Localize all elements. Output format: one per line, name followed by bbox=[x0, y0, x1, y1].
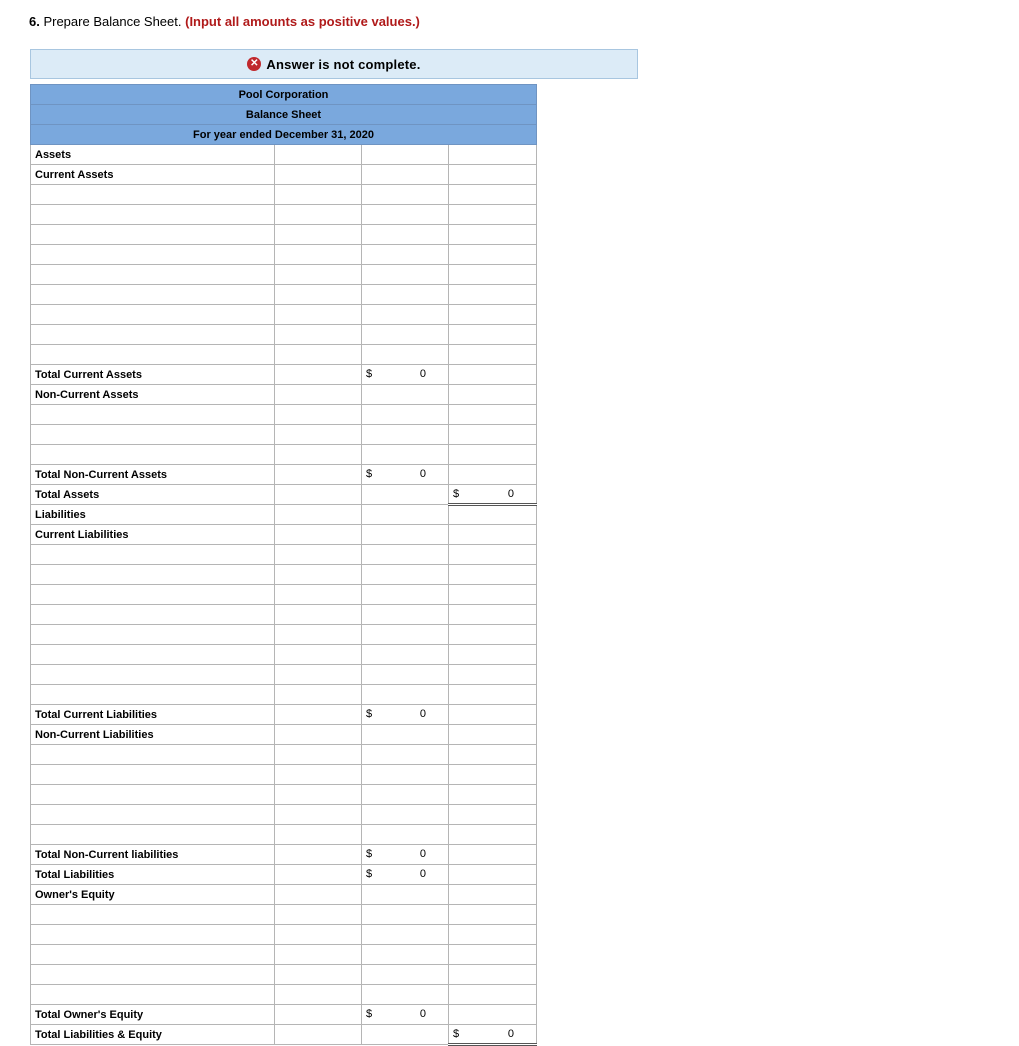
entry-row bbox=[31, 745, 537, 765]
row-label: Total Current Assets bbox=[31, 365, 275, 385]
amount-input[interactable] bbox=[449, 945, 537, 965]
account-name-input[interactable] bbox=[31, 605, 275, 625]
entry-row bbox=[31, 185, 537, 205]
amount-input[interactable] bbox=[362, 805, 449, 825]
empty-cell bbox=[449, 1005, 537, 1025]
entry-row bbox=[31, 225, 537, 245]
account-name-input[interactable] bbox=[31, 765, 275, 785]
row-label: Non-Current Assets bbox=[31, 385, 275, 405]
amount-input[interactable] bbox=[449, 685, 537, 705]
empty-cell bbox=[275, 145, 362, 165]
amount-input[interactable] bbox=[275, 685, 362, 705]
amount-input[interactable] bbox=[449, 805, 537, 825]
row-label: Total Non-Current liabilities bbox=[31, 845, 275, 865]
amount-input[interactable] bbox=[362, 285, 449, 305]
account-name-input[interactable] bbox=[31, 545, 275, 565]
amount-input[interactable] bbox=[275, 225, 362, 245]
total-row bbox=[31, 365, 537, 385]
account-name-input[interactable] bbox=[31, 225, 275, 245]
entry-row bbox=[31, 785, 537, 805]
entry-row bbox=[31, 285, 537, 305]
total-row bbox=[31, 485, 537, 505]
dollar-sign: $ bbox=[366, 1008, 373, 1020]
account-name-input[interactable] bbox=[31, 905, 275, 925]
total-amount bbox=[362, 845, 449, 865]
amount-input[interactable] bbox=[362, 905, 449, 925]
empty-cell bbox=[275, 1005, 362, 1025]
empty-cell bbox=[362, 485, 449, 505]
total-row bbox=[31, 845, 537, 865]
dollar-sign: $ bbox=[366, 468, 373, 480]
empty-cell bbox=[362, 725, 449, 745]
amount-input[interactable] bbox=[362, 405, 449, 425]
row-label: Non-Current Liabilities bbox=[31, 725, 275, 745]
amount-input[interactable] bbox=[449, 425, 537, 445]
entry-row bbox=[31, 325, 537, 345]
total-row bbox=[31, 1025, 537, 1045]
amount-input[interactable] bbox=[362, 425, 449, 445]
account-name-input[interactable] bbox=[31, 965, 275, 985]
section-row bbox=[31, 725, 537, 745]
empty-cell bbox=[275, 845, 362, 865]
amount-input[interactable] bbox=[362, 785, 449, 805]
account-name-input[interactable] bbox=[31, 825, 275, 845]
account-name-input[interactable] bbox=[31, 405, 275, 425]
total-row bbox=[31, 865, 537, 885]
empty-cell bbox=[275, 485, 362, 505]
account-name-input[interactable] bbox=[31, 625, 275, 645]
amount-input[interactable] bbox=[275, 185, 362, 205]
row-label: Total Owner's Equity bbox=[31, 1005, 275, 1025]
empty-cell bbox=[449, 365, 537, 385]
entry-row bbox=[31, 425, 537, 445]
entry-row bbox=[31, 905, 537, 925]
entry-row bbox=[31, 445, 537, 465]
entry-row bbox=[31, 805, 537, 825]
amount-input[interactable] bbox=[275, 245, 362, 265]
amount-input[interactable] bbox=[275, 985, 362, 1005]
account-name-input[interactable] bbox=[31, 185, 275, 205]
row-label: Liabilities bbox=[31, 505, 275, 525]
amount-input[interactable] bbox=[449, 585, 537, 605]
amount-input[interactable] bbox=[275, 885, 362, 905]
amount-input[interactable] bbox=[449, 265, 537, 285]
total-amount bbox=[449, 485, 537, 505]
empty-cell bbox=[449, 165, 537, 185]
statement-title: Balance Sheet bbox=[31, 105, 537, 125]
section-row bbox=[31, 145, 537, 165]
total-amount bbox=[362, 365, 449, 385]
entry-row bbox=[31, 925, 537, 945]
amount-input[interactable] bbox=[275, 905, 362, 925]
amount-input[interactable] bbox=[275, 825, 362, 845]
empty-cell bbox=[362, 505, 449, 525]
empty-cell bbox=[362, 525, 449, 545]
entry-row bbox=[31, 545, 537, 565]
total-row bbox=[31, 705, 537, 725]
section-row bbox=[31, 525, 537, 545]
amount-input[interactable] bbox=[449, 785, 537, 805]
dollar-sign: $ bbox=[366, 368, 373, 380]
amount-input[interactable] bbox=[275, 325, 362, 345]
amount-input[interactable] bbox=[275, 405, 362, 425]
section-row bbox=[31, 165, 537, 185]
empty-cell bbox=[362, 145, 449, 165]
empty-cell bbox=[362, 1025, 449, 1045]
amount-value: 0 bbox=[419, 708, 426, 720]
entry-row bbox=[31, 245, 537, 265]
amount-value: 0 bbox=[507, 1028, 514, 1040]
entry-row bbox=[31, 345, 537, 365]
amount-input[interactable] bbox=[275, 765, 362, 785]
account-name-input[interactable] bbox=[31, 785, 275, 805]
entry-row bbox=[31, 205, 537, 225]
empty-cell bbox=[275, 365, 362, 385]
entry-row bbox=[31, 265, 537, 285]
question-instruction: (Input all amounts as positive values.) bbox=[185, 14, 420, 29]
amount-input[interactable] bbox=[449, 185, 537, 205]
x-circle-icon: ✕ bbox=[247, 57, 261, 71]
amount-input[interactable] bbox=[275, 345, 362, 365]
empty-cell bbox=[449, 525, 537, 545]
entry-row bbox=[31, 685, 537, 705]
amount-input[interactable] bbox=[275, 205, 362, 225]
amount-input[interactable] bbox=[449, 965, 537, 985]
account-name-input[interactable] bbox=[31, 245, 275, 265]
amount-input[interactable] bbox=[275, 665, 362, 685]
amount-input[interactable] bbox=[449, 285, 537, 305]
amount-input[interactable] bbox=[275, 965, 362, 985]
section-row bbox=[31, 885, 537, 905]
answer-status-text: Answer is not complete. bbox=[266, 56, 421, 72]
empty-cell bbox=[449, 865, 537, 885]
account-name-input[interactable] bbox=[31, 925, 275, 945]
amount-input[interactable] bbox=[362, 325, 449, 345]
amount-input[interactable] bbox=[362, 925, 449, 945]
account-name-input[interactable] bbox=[31, 665, 275, 685]
account-name-input[interactable] bbox=[31, 805, 275, 825]
amount-value: 0 bbox=[507, 488, 514, 500]
account-name-input[interactable] bbox=[31, 645, 275, 665]
amount-input[interactable] bbox=[362, 565, 449, 585]
amount-input[interactable] bbox=[449, 225, 537, 245]
amount-input[interactable] bbox=[275, 385, 362, 405]
total-amount bbox=[362, 1005, 449, 1025]
section-row bbox=[31, 505, 537, 525]
empty-cell bbox=[275, 705, 362, 725]
amount-input[interactable] bbox=[449, 625, 537, 645]
entry-row bbox=[31, 585, 537, 605]
amount-input[interactable] bbox=[449, 765, 537, 785]
account-name-input[interactable] bbox=[31, 345, 275, 365]
amount-value: 0 bbox=[419, 368, 426, 380]
amount-value: 0 bbox=[419, 468, 426, 480]
row-label: Current Assets bbox=[31, 165, 275, 185]
company-name: Pool Corporation bbox=[31, 85, 537, 105]
amount-input[interactable] bbox=[275, 725, 362, 745]
statement-period: For year ended December 31, 2020 bbox=[31, 125, 537, 145]
amount-input[interactable] bbox=[449, 985, 537, 1005]
amount-input[interactable] bbox=[362, 945, 449, 965]
entry-row bbox=[31, 405, 537, 425]
amount-value: 0 bbox=[419, 868, 426, 880]
amount-input[interactable] bbox=[275, 805, 362, 825]
total-amount bbox=[449, 1025, 537, 1045]
row-label: Assets bbox=[31, 145, 275, 165]
empty-cell bbox=[362, 885, 449, 905]
amount-input[interactable] bbox=[362, 745, 449, 765]
amount-input[interactable] bbox=[275, 745, 362, 765]
row-label: Total Non-Current Assets bbox=[31, 465, 275, 485]
amount-value: 0 bbox=[419, 848, 426, 860]
account-name-input[interactable] bbox=[31, 285, 275, 305]
amount-input[interactable] bbox=[449, 565, 537, 585]
total-row bbox=[31, 465, 537, 485]
amount-input[interactable] bbox=[275, 605, 362, 625]
row-label: Total Assets bbox=[31, 485, 275, 505]
total-amount bbox=[362, 865, 449, 885]
entry-row bbox=[31, 625, 537, 645]
entry-row bbox=[31, 985, 537, 1005]
amount-input[interactable] bbox=[449, 605, 537, 625]
empty-cell bbox=[275, 1025, 362, 1045]
empty-cell bbox=[362, 165, 449, 185]
dollar-sign: $ bbox=[366, 848, 373, 860]
dollar-sign: $ bbox=[453, 488, 460, 500]
total-amount bbox=[362, 465, 449, 485]
entry-row bbox=[31, 965, 537, 985]
row-label: Total Liabilities & Equity bbox=[31, 1025, 275, 1045]
row-label: Total Liabilities bbox=[31, 865, 275, 885]
entry-row bbox=[31, 945, 537, 965]
amount-input[interactable] bbox=[362, 605, 449, 625]
amount-input[interactable] bbox=[362, 345, 449, 365]
amount-input[interactable] bbox=[362, 685, 449, 705]
empty-cell bbox=[449, 505, 537, 525]
amount-value: 0 bbox=[419, 1008, 426, 1020]
amount-input[interactable] bbox=[275, 505, 362, 525]
row-label: Total Current Liabilities bbox=[31, 705, 275, 725]
amount-input[interactable] bbox=[275, 265, 362, 285]
empty-cell bbox=[275, 465, 362, 485]
amount-input[interactable] bbox=[362, 665, 449, 685]
amount-input[interactable] bbox=[449, 325, 537, 345]
amount-input[interactable] bbox=[449, 905, 537, 925]
amount-input[interactable] bbox=[275, 945, 362, 965]
account-name-input[interactable] bbox=[31, 445, 275, 465]
amount-input[interactable] bbox=[449, 245, 537, 265]
entry-row bbox=[31, 565, 537, 585]
empty-cell bbox=[362, 385, 449, 405]
entry-row bbox=[31, 305, 537, 325]
amount-input[interactable] bbox=[275, 565, 362, 585]
account-name-input[interactable] bbox=[31, 585, 275, 605]
amount-input[interactable] bbox=[449, 825, 537, 845]
account-name-input[interactable] bbox=[31, 425, 275, 445]
account-name-input[interactable] bbox=[31, 205, 275, 225]
amount-input[interactable] bbox=[275, 545, 362, 565]
empty-cell bbox=[449, 385, 537, 405]
amount-input[interactable] bbox=[362, 585, 449, 605]
amount-input[interactable] bbox=[275, 285, 362, 305]
amount-input[interactable] bbox=[449, 305, 537, 325]
amount-input[interactable] bbox=[362, 205, 449, 225]
account-name-input[interactable] bbox=[31, 945, 275, 965]
empty-cell bbox=[449, 885, 537, 905]
question-number: 6. bbox=[29, 14, 40, 29]
total-amount bbox=[362, 705, 449, 725]
amount-input[interactable] bbox=[275, 925, 362, 945]
amount-input[interactable] bbox=[275, 585, 362, 605]
amount-input[interactable] bbox=[362, 965, 449, 985]
empty-cell bbox=[449, 725, 537, 745]
amount-input[interactable] bbox=[362, 265, 449, 285]
row-label: Current Liabilities bbox=[31, 525, 275, 545]
account-name-input[interactable] bbox=[31, 565, 275, 585]
account-name-input[interactable] bbox=[31, 265, 275, 285]
account-name-input[interactable] bbox=[31, 325, 275, 345]
account-name-input[interactable] bbox=[31, 745, 275, 765]
account-name-input[interactable] bbox=[31, 305, 275, 325]
entry-row bbox=[31, 605, 537, 625]
amount-input[interactable] bbox=[362, 645, 449, 665]
total-row bbox=[31, 1005, 537, 1025]
amount-input[interactable] bbox=[362, 445, 449, 465]
question-text: Prepare Balance Sheet. bbox=[39, 14, 186, 29]
dollar-sign: $ bbox=[366, 868, 373, 880]
entry-row bbox=[31, 665, 537, 685]
entry-row bbox=[31, 825, 537, 845]
amount-input[interactable] bbox=[449, 445, 537, 465]
empty-cell bbox=[275, 865, 362, 885]
section-row bbox=[31, 385, 537, 405]
entry-row bbox=[31, 645, 537, 665]
account-name-input[interactable] bbox=[31, 985, 275, 1005]
amount-input[interactable] bbox=[449, 405, 537, 425]
amount-input[interactable] bbox=[449, 345, 537, 365]
entry-row bbox=[31, 765, 537, 785]
amount-input[interactable] bbox=[362, 185, 449, 205]
amount-input[interactable] bbox=[362, 225, 449, 245]
amount-input[interactable] bbox=[362, 985, 449, 1005]
amount-input[interactable] bbox=[362, 625, 449, 645]
amount-input[interactable] bbox=[362, 305, 449, 325]
amount-input[interactable] bbox=[449, 645, 537, 665]
empty-cell bbox=[449, 465, 537, 485]
account-name-input[interactable] bbox=[31, 685, 275, 705]
amount-input[interactable] bbox=[275, 525, 362, 545]
amount-input[interactable] bbox=[275, 425, 362, 445]
amount-input[interactable] bbox=[362, 765, 449, 785]
answer-status-banner bbox=[30, 49, 638, 79]
amount-input[interactable] bbox=[275, 445, 362, 465]
dollar-sign: $ bbox=[366, 708, 373, 720]
amount-input[interactable] bbox=[449, 925, 537, 945]
amount-input[interactable] bbox=[449, 745, 537, 765]
question-prompt bbox=[29, 12, 420, 32]
amount-input[interactable] bbox=[449, 665, 537, 685]
amount-input[interactable] bbox=[275, 625, 362, 645]
dollar-sign: $ bbox=[453, 1028, 460, 1040]
amount-input[interactable] bbox=[449, 205, 537, 225]
amount-input[interactable] bbox=[275, 785, 362, 805]
empty-cell bbox=[449, 845, 537, 865]
row-label: Owner's Equity bbox=[31, 885, 275, 905]
amount-input[interactable] bbox=[362, 545, 449, 565]
amount-input[interactable] bbox=[275, 645, 362, 665]
amount-input[interactable] bbox=[275, 305, 362, 325]
balance-sheet-table bbox=[30, 84, 537, 1046]
amount-input[interactable] bbox=[362, 245, 449, 265]
amount-input[interactable] bbox=[362, 825, 449, 845]
amount-input[interactable] bbox=[449, 545, 537, 565]
empty-cell bbox=[275, 165, 362, 185]
empty-cell bbox=[449, 705, 537, 725]
empty-cell bbox=[449, 145, 537, 165]
